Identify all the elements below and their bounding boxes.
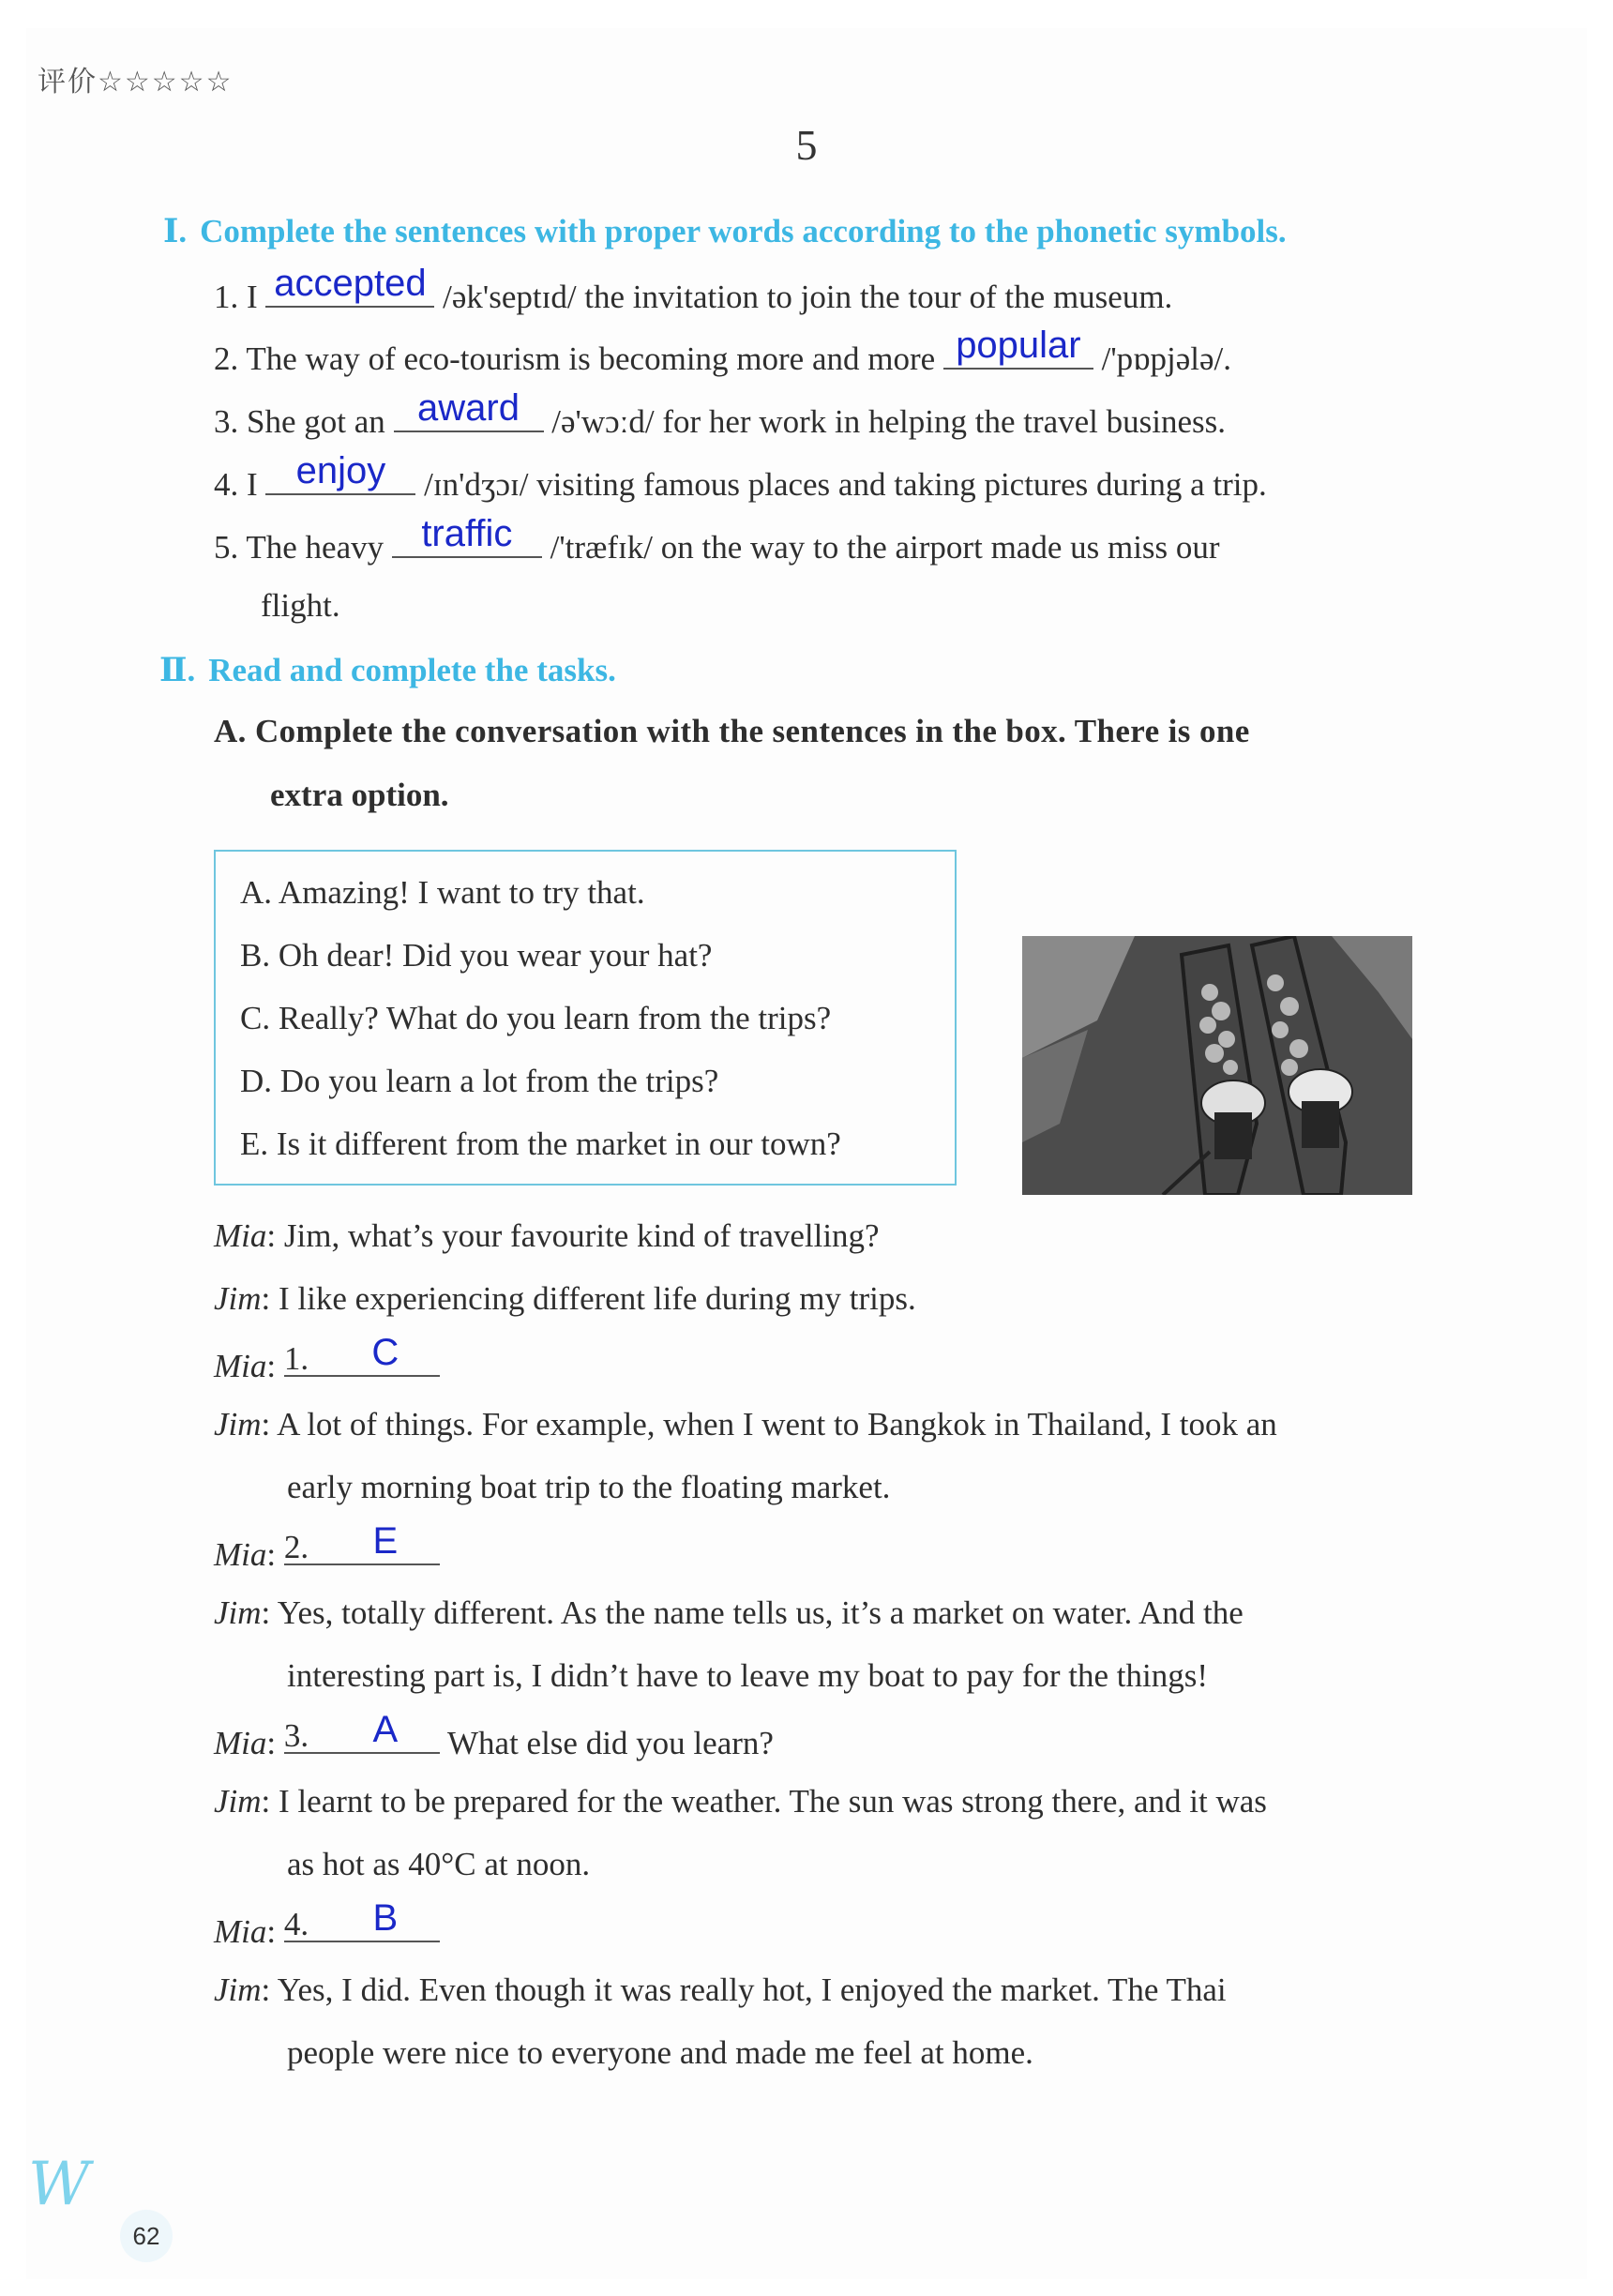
question-text: /'træfɪk/ on the way to the airport made us miss our — [550, 529, 1220, 566]
dialogue-text: I learnt to be prepared for the weather. The sun was strong there, and it was — [279, 1783, 1267, 1820]
floating-market-illustration — [1022, 936, 1412, 1195]
section-2-heading — [159, 651, 616, 689]
dialogue-line-6: Jim: Yes, totally different. As the name tells us, it’s a market on water. And the — [214, 1594, 1244, 1631]
handwritten-answer: award — [417, 387, 520, 429]
section-1-title: Complete the sentences with proper words according to the phonetic symbols. — [200, 213, 1287, 249]
question-text: I — [247, 279, 258, 315]
speaker-jim: Jim — [214, 1280, 262, 1317]
handwritten-answer: C — [371, 1332, 399, 1373]
section-1-numeral: Ⅰ. — [163, 213, 188, 249]
question-text: /ə'wɔːd/ for her work in helping the travel business. — [551, 403, 1227, 440]
speaker-jim: Jim — [214, 1783, 262, 1820]
dialogue-line-10: Jim: Yes, I did. Even though it was really hot, I enjoyed the market. The Thai — [214, 1971, 1227, 2008]
dialogue-line-8: Jim: I learnt to be prepared for the weather. The sun was strong there, and it was — [214, 1783, 1267, 1820]
question-3 — [214, 387, 1227, 441]
dialogue-line-4: Jim: A lot of things. For example, when I went to Bangkok in Thailand, I took an — [214, 1406, 1277, 1443]
dialogue-text: A lot of things. For example, when I went to Bangkok in Thailand, I took an — [277, 1406, 1277, 1443]
question-text: /ək'septɪd/ the invitation to join the tour of the museum. — [443, 279, 1173, 315]
question-text: /ɪn'dʒɔɪ/ visiting famous places and taking pictures during a trip. — [424, 466, 1267, 503]
question-number: 5. — [214, 529, 239, 566]
option-e: E. Is it different from the market in our town? — [240, 1125, 841, 1162]
dialogue-text: I like experiencing different life during my trips. — [279, 1280, 916, 1317]
dialogue-line-4-continued: early morning boat trip to the floating market. — [287, 1469, 891, 1505]
dialogue-text: Jim, what’s your favourite kind of travelling? — [283, 1217, 880, 1254]
handwritten-answer: traffic — [421, 513, 513, 554]
dialogue-line-6-continued: interesting part is, I didn’t have to leave my boat to pay for the things! — [287, 1657, 1209, 1694]
speaker-jim: Jim — [214, 1406, 262, 1443]
blank-number: 2. — [283, 1529, 309, 1565]
blank-number: 1. — [283, 1340, 309, 1377]
blank-number: 3. — [283, 1717, 309, 1754]
question-5-continued: flight. — [261, 587, 340, 624]
handwritten-answer: A — [372, 1709, 399, 1750]
section-2-numeral: Ⅱ. — [159, 652, 196, 688]
dialogue-line-9: Mia: 4. B — [214, 1909, 440, 1951]
question-4 — [214, 450, 1267, 504]
answer-blank[interactable] — [943, 325, 1093, 370]
handwritten-answer: enjoy — [295, 450, 386, 491]
dialogue-line-7: Mia: 3. A What else did you learn? — [214, 1709, 774, 1761]
question-number: 3. — [214, 403, 239, 440]
speaker-mia: Mia — [214, 1348, 267, 1384]
w-logo: W — [28, 2150, 90, 2219]
task-a-instruction: A. Complete the conversation with the sentences in the box. There is one — [214, 713, 1250, 749]
section-1-heading — [163, 212, 1287, 250]
options-box — [214, 850, 957, 1186]
handwritten-answer: popular — [956, 325, 1081, 366]
answer-blank[interactable] — [265, 450, 415, 495]
answer-blank[interactable] — [265, 263, 434, 308]
page-number: 62 — [120, 2210, 173, 2262]
answer-blank[interactable] — [394, 387, 544, 432]
question-2 — [214, 325, 1231, 378]
blank-number: 4. — [283, 1906, 309, 1942]
dialogue-line-8-continued: as hot as 40°C at noon. — [287, 1846, 591, 1882]
dialogue-line-10-continued: people were nice to everyone and made me feel at home. — [287, 2034, 1033, 2071]
speaker-mia: Mia — [214, 1913, 267, 1950]
dialogue-text: Yes, totally different. As the name tells us, it’s a market on water. And the — [277, 1594, 1244, 1631]
dialogue-blank-3[interactable] — [283, 1709, 440, 1754]
handwritten-answer: E — [372, 1520, 399, 1562]
rating-stars: 评价☆☆☆☆☆ — [38, 66, 234, 98]
question-text: She got an — [247, 403, 385, 440]
task-a-instruction-continued: extra option. — [270, 777, 449, 813]
answer-blank[interactable] — [392, 513, 542, 558]
question-number: 1. — [214, 279, 239, 315]
dialogue-text: Yes, I did. Even though it was really hot, I enjoyed the market. The Thai — [277, 1971, 1227, 2008]
question-text: /'pɒpjələ/. — [1101, 340, 1231, 377]
speaker-jim: Jim — [214, 1971, 262, 2008]
option-a: A. Amazing! I want to try that. — [240, 874, 645, 911]
unit-number: 5 — [795, 121, 818, 169]
option-d: D. Do you learn a lot from the trips? — [240, 1063, 719, 1099]
question-number: 4. — [214, 466, 239, 503]
handwritten-answer: accepted — [274, 263, 427, 304]
option-b: B. Oh dear! Did you wear your hat? — [240, 937, 713, 974]
question-number: 2. — [214, 340, 239, 377]
dialogue-line-1: Mia: Jim, what’s your favourite kind of travelling? — [214, 1217, 880, 1254]
question-text: The way of eco-tourism is becoming more and more — [246, 340, 936, 377]
dialogue-line-2: Jim: I like experiencing different life during my trips. — [214, 1280, 916, 1317]
dialogue-text: What else did you learn? — [447, 1725, 774, 1761]
floating-market-photo — [1022, 936, 1412, 1195]
speaker-mia: Mia — [214, 1217, 267, 1254]
section-2-title: Read and complete the tasks. — [208, 652, 616, 688]
speaker-mia: Mia — [214, 1536, 267, 1573]
option-c: C. Really? What do you learn from the trips? — [240, 1000, 832, 1036]
question-1 — [214, 263, 1173, 316]
speaker-jim: Jim — [214, 1594, 262, 1631]
question-text: The heavy — [246, 529, 384, 566]
question-text: I — [247, 466, 258, 503]
question-5 — [214, 513, 1220, 566]
handwritten-answer: B — [372, 1897, 399, 1939]
dialogue-line-3: Mia: 1. C — [214, 1343, 440, 1385]
dialogue-line-5: Mia: 2. E — [214, 1532, 440, 1574]
speaker-mia: Mia — [214, 1725, 267, 1761]
